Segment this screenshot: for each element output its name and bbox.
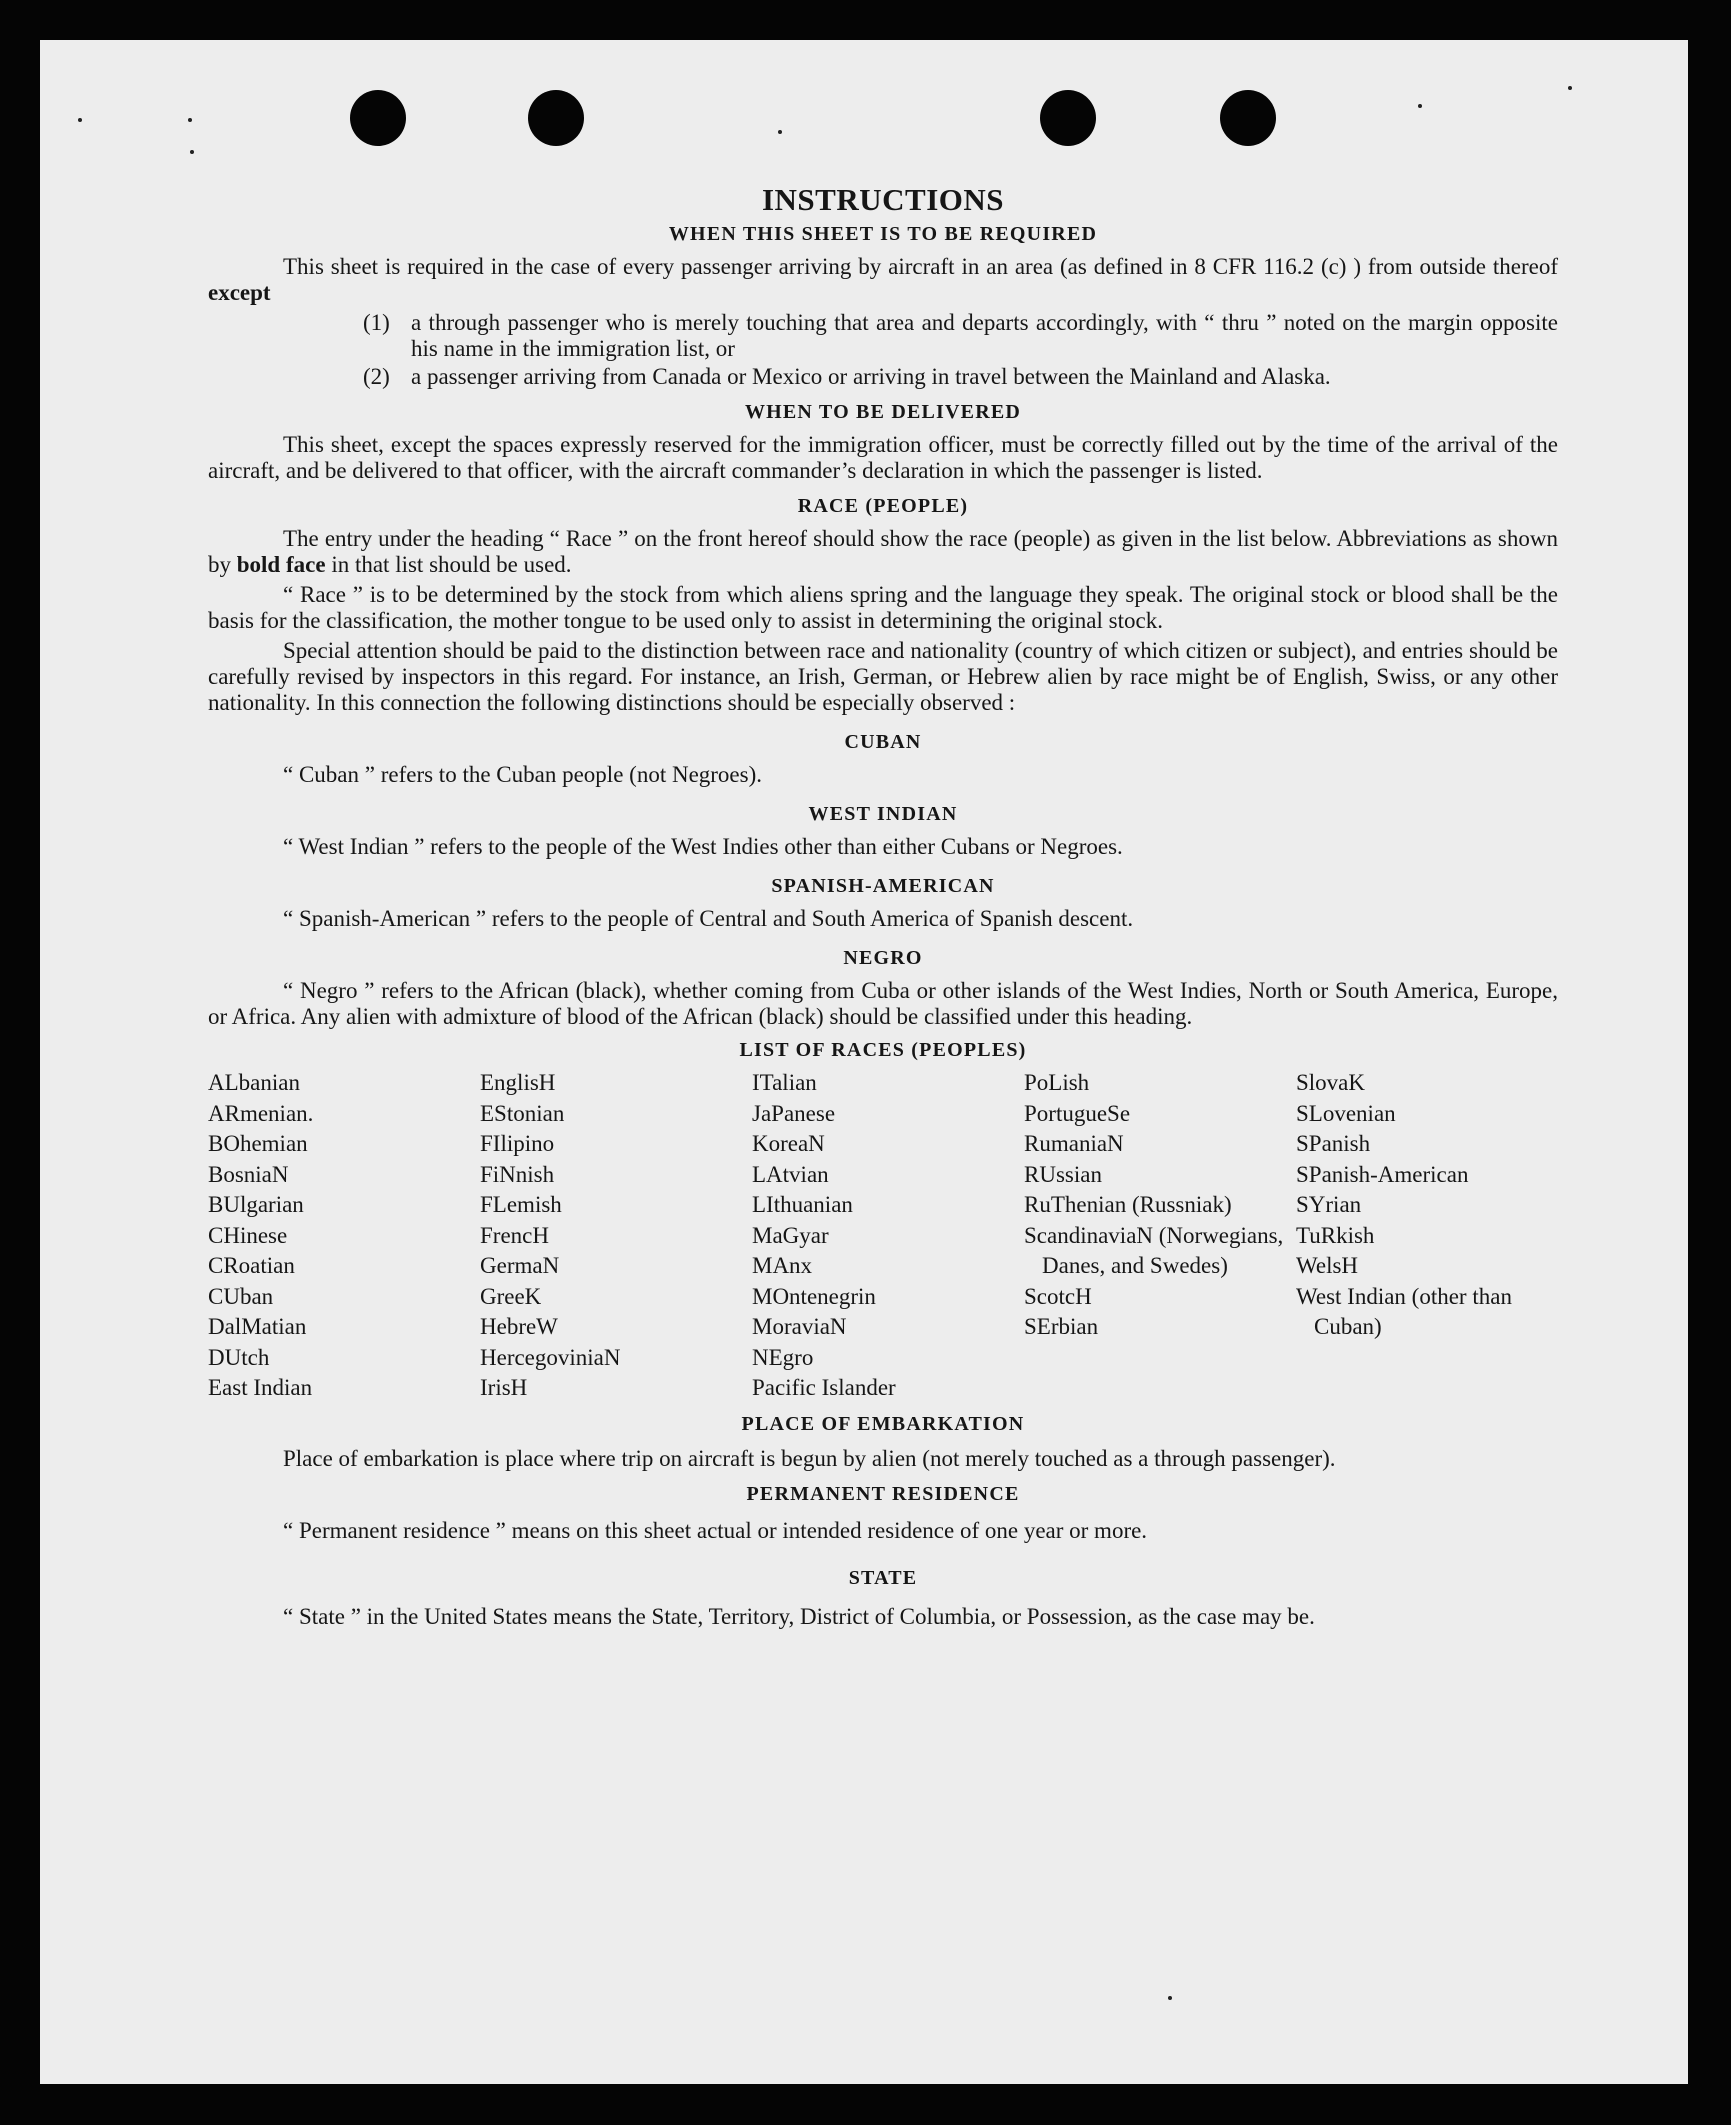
race-entry: SErbian [1024, 1314, 1099, 1339]
race-entry: GermaN [480, 1253, 560, 1278]
race-entry: EnglisH [480, 1070, 556, 1095]
item-number: (2) [363, 364, 390, 389]
race-entry: CRoatian [208, 1253, 295, 1278]
document-page [40, 40, 1688, 2084]
race-entry: LAtvian [752, 1161, 829, 1187]
race-entry: GreeK [480, 1283, 542, 1309]
race-entry: JaPanese [752, 1100, 836, 1126]
section-heading-state: STATE [848, 1566, 918, 1589]
item-text: a through passenger who is merely touching that area and departs accordingly, with “ thru ” noted on the margin opposite his name in the immigration list, or [411, 310, 1558, 361]
races-column-2 [480, 1068, 752, 1404]
embarkation-text: Place of embarkation is place where trip on aircraft is begun by alien (not merely touched as a through passenger). [283, 1445, 1336, 1471]
required-intro-except: except [208, 280, 271, 305]
dust-speck [78, 118, 82, 122]
race-entry: CUban [208, 1283, 274, 1309]
state-text: “ State ” in the United States means the State, Territory, District of Columbia, or Possession, as the case may be. [283, 1603, 1315, 1629]
negro-text: “ Negro ” refers to the African (black), whether coming from Cuba or other islands of the West Indies, North or South America, Europe, or Africa. Any alien with admixture of blood of the African (black) should be classified under this heading. [208, 978, 1558, 1029]
section-heading-negro: NEGRO [843, 947, 923, 969]
race-entry: ScotcH [1024, 1283, 1092, 1309]
races-column-5 [1296, 1068, 1558, 1404]
section-heading-cuban: CUBAN [844, 731, 922, 753]
race-entry: BUlgarian [208, 1192, 304, 1217]
race-entry: SLovenian [1296, 1100, 1396, 1126]
page-title: INSTRUCTIONS [761, 182, 1004, 217]
punch-hole [1040, 90, 1096, 146]
dust-speck [190, 150, 194, 154]
races-column-1 [208, 1068, 480, 1404]
race-entry: East Indian [208, 1375, 313, 1400]
section-heading-spanish-american: SPANISH-AMERICAN [771, 875, 995, 897]
race-entry: IrisH [480, 1375, 528, 1400]
race-entry: RumaniaN [1024, 1131, 1124, 1156]
race-entry: FrencH [480, 1222, 549, 1248]
race-entry: NEgro [752, 1344, 814, 1370]
race-entry: WelsH [1296, 1253, 1359, 1278]
race-entry: LIthuanian [752, 1192, 853, 1217]
race-entry: FiNnish [480, 1161, 555, 1187]
race-entry: RUssian [1024, 1161, 1102, 1187]
punch-hole [1220, 90, 1276, 146]
race-entry: RuThenian (Russniak) [1024, 1192, 1232, 1217]
section-heading-race: RACE (PEOPLE) [797, 495, 969, 517]
delivered-text: This sheet, except the spaces expressly reserved for the immigration officer, must be correctly filled out by the time of the arrival of the aircraft, and be delivered to that officer, with the aircraft commander’s declaration in which the passenger is listed. [208, 432, 1558, 483]
race-entry: MaGyar [752, 1222, 829, 1248]
race-entry: BOhemian [208, 1131, 308, 1156]
race-entry: FIlipino [480, 1131, 555, 1156]
race-entry: ITalian [752, 1070, 817, 1095]
race-p1-b: in that list should be used. [331, 552, 572, 577]
required-intro-text: This sheet is required in the case of every passenger arriving by aircraft in an area (as defined in 8 CFR 116.2 (c) ) from outside thereof [283, 254, 1558, 279]
section-heading-list: LIST OF RACES (PEOPLES) [739, 1039, 1027, 1061]
section-heading-embarkation: PLACE OF EMBARKATION [741, 1412, 1025, 1435]
required-intro [208, 254, 1558, 306]
required-item-2 [208, 364, 1558, 390]
race-entry: DUtch [208, 1344, 270, 1370]
races-column-3 [752, 1068, 1024, 1404]
race-paragraph-1 [208, 526, 1558, 578]
west-indian-text: “ West Indian ” refers to the people of the West Indies other than either Cubans or Negroes. [283, 834, 1123, 859]
races-list [208, 1068, 1558, 1404]
race-entry: SYrian [1296, 1192, 1362, 1217]
race-entry: Pacific Islander [752, 1375, 896, 1400]
race-entry: PortugueSe [1024, 1100, 1131, 1126]
race-entry: ALbanian [208, 1070, 300, 1095]
race-entry: HebreW [480, 1314, 558, 1339]
race-p1-a: The entry under the heading “ Race ” on the front hereof should show the race (people) as given in the list below. Abbreviations as shown by [208, 526, 1558, 577]
race-entry: HercegoviniaN [480, 1344, 621, 1370]
section-heading-required: WHEN THIS SHEET IS TO BE REQUIRED [668, 223, 1098, 245]
race-entry: ARmenian. [208, 1100, 314, 1126]
dust-speck [1568, 86, 1572, 90]
punch-hole [528, 90, 584, 146]
residence-text: “ Permanent residence ” means on this sheet actual or intended residence of one year or more. [283, 1517, 1148, 1543]
dust-speck [188, 118, 192, 122]
punch-hole [350, 90, 406, 146]
cuban-text: “ Cuban ” refers to the Cuban people (not Negroes). [283, 762, 763, 787]
race-p1-bold: bold face [236, 552, 326, 577]
section-heading-residence: PERMANENT RESIDENCE [746, 1482, 1020, 1505]
race-entry: PoLish [1024, 1070, 1090, 1095]
item-number: (1) [363, 310, 390, 335]
races-column-4 [1024, 1068, 1296, 1404]
race-entry: BosniaN [208, 1161, 289, 1187]
race-entry: CHinese [208, 1222, 288, 1248]
race-entry: MOntenegrin [752, 1283, 876, 1309]
instructions-body [208, 180, 1558, 1636]
section-heading-west-indian: WEST INDIAN [808, 803, 958, 825]
race-entry: SPanish-American [1296, 1161, 1469, 1187]
required-item-1 [208, 310, 1558, 362]
race-paragraph-2: “ Race ” is to be determined by the stock from which aliens spring and the language they speak. The original stock or blood shall be the basis for the classification, the mother tongue to be used only to assist in determining the original stock. [208, 582, 1558, 633]
race-paragraph-3: Special attention should be paid to the distinction between race and nationality (country of which citizen or subject), and entries should be carefully revised by inspectors in this regard. For instance, an Irish, German, or Hebrew alien by race might be of English, Swiss, or any other nationality. In this connection the following distinctions should be especially observed : [208, 638, 1558, 715]
dust-speck [1418, 104, 1422, 108]
race-entry: ScandinaviaN (Norwegians, Danes, and Swedes) [1024, 1222, 1284, 1278]
item-text: a passenger arriving from Canada or Mexico or arriving in travel between the Mainland and Alaska. [411, 364, 1331, 389]
race-entry: KoreaN [752, 1131, 825, 1156]
spanish-american-text: “ Spanish-American ” refers to the people of Central and South America of Spanish descent. [283, 906, 1134, 931]
race-entry: West Indian (other than Cuban) [1296, 1283, 1512, 1339]
race-entry: MoraviaN [752, 1314, 847, 1339]
race-entry: SPanish [1296, 1131, 1371, 1156]
race-entry: MAnx [752, 1253, 813, 1278]
section-heading-delivered: WHEN TO BE DELIVERED [744, 401, 1022, 423]
race-entry: FLemish [480, 1192, 562, 1217]
race-entry: SlovaK [1296, 1070, 1365, 1095]
race-entry: DalMatian [208, 1314, 307, 1339]
race-entry: TuRkish [1296, 1222, 1375, 1248]
race-entry: EStonian [480, 1100, 565, 1126]
dust-speck [1168, 1996, 1172, 2000]
dust-speck [778, 130, 782, 134]
